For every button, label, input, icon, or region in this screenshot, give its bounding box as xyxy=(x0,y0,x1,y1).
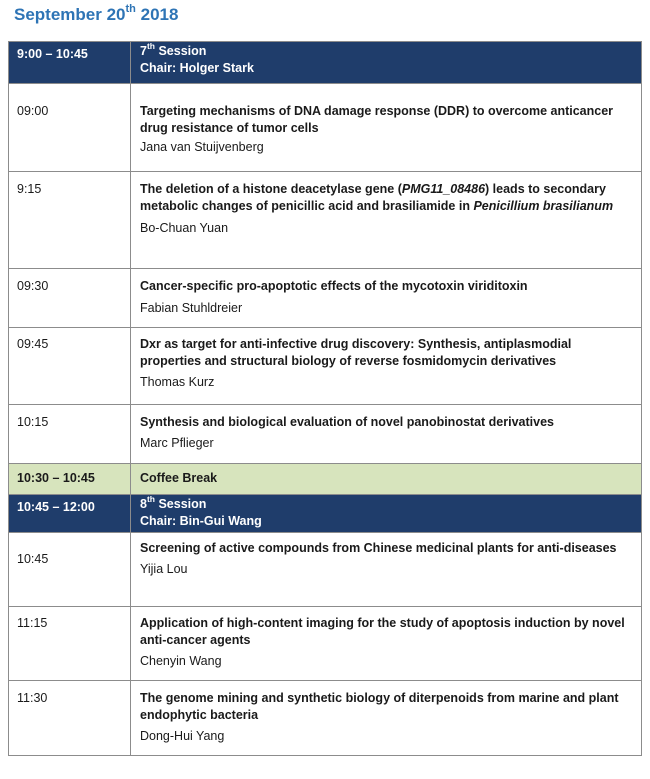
session-chair: Chair: Holger Stark xyxy=(140,61,254,75)
table-row xyxy=(9,533,642,607)
schedule-table xyxy=(8,41,642,756)
talk-time: 09:45 xyxy=(9,328,131,405)
table-row xyxy=(9,405,642,464)
talk-title: Cancer-specific pro-apoptotic effects of the mycotoxin viriditoxin xyxy=(140,279,528,293)
session-info xyxy=(131,495,642,533)
gene-name: PMG11_08486 xyxy=(401,182,486,196)
talk-speaker: Dong-Hui Yang xyxy=(140,729,225,743)
session-header-row xyxy=(9,495,642,533)
talk-time: 11:30 xyxy=(9,681,131,756)
session-label: 7th Session xyxy=(140,40,207,58)
session-time: 10:45 – 12:00 xyxy=(9,495,131,533)
title-superscript: th xyxy=(125,3,136,16)
session-label: 8th Session xyxy=(140,493,207,511)
table-row xyxy=(9,172,642,269)
talk-cell xyxy=(131,681,642,756)
talk-cell xyxy=(131,172,642,269)
talk-title: Screening of active compounds from Chinese medicinal plants for anti-diseases xyxy=(140,541,617,555)
talk-speaker: Jana van Stuijvenberg xyxy=(140,140,264,154)
table-row xyxy=(9,328,642,405)
break-label: Coffee Break xyxy=(131,464,642,495)
session-chair: Chair: Bin-Gui Wang xyxy=(140,514,262,528)
talk-title: The genome mining and synthetic biology of diterpenoids from marine and plant endophytic bacteria xyxy=(140,691,619,722)
talk-cell xyxy=(131,328,642,405)
talk-title: Targeting mechanisms of DNA damage response (DDR) to overcome anticancer drug resistance of tumor cells xyxy=(140,104,614,135)
talk-speaker: Yijia Lou xyxy=(140,562,188,576)
table-row xyxy=(9,681,642,756)
talk-title: Synthesis and biological evaluation of novel panobinostat derivatives xyxy=(140,415,554,429)
talk-speaker: Thomas Kurz xyxy=(140,375,215,389)
title-prefix: September 20 xyxy=(14,5,126,24)
talk-cell xyxy=(131,405,642,464)
session-header-row xyxy=(9,42,642,84)
title-suffix: 2018 xyxy=(135,5,179,24)
break-time: 10:30 – 10:45 xyxy=(9,464,131,495)
talk-cell xyxy=(131,84,642,172)
talk-cell xyxy=(131,269,642,328)
table-row xyxy=(9,269,642,328)
table-row xyxy=(9,84,642,172)
talk-time: 11:15 xyxy=(9,607,131,681)
talk-cell xyxy=(131,607,642,681)
talk-speaker: Fabian Stuhldreier xyxy=(140,301,243,315)
talk-cell xyxy=(131,533,642,607)
talk-title: The deletion of a histone deacetylase gene (PMG11_08486) leads to secondary metabolic changes of penicillic acid and brasiliamide in Penicillium brasilianum xyxy=(140,182,614,213)
species-name: Penicillium brasilianum xyxy=(473,199,614,213)
page-title xyxy=(14,4,178,26)
talk-time: 10:15 xyxy=(9,405,131,464)
talk-time: 10:45 xyxy=(9,533,131,607)
session-info xyxy=(131,42,642,84)
talk-speaker: Bo-Chuan Yuan xyxy=(140,221,229,235)
table-row xyxy=(9,607,642,681)
talk-time: 09:00 xyxy=(9,84,131,172)
talk-time: 09:30 xyxy=(9,269,131,328)
talk-title: Dxr as target for anti-infective drug discovery: Synthesis, antiplasmodial properties and structural biology of reverse fosmidomycin derivatives xyxy=(140,337,572,368)
talk-speaker: Chenyin Wang xyxy=(140,654,222,668)
talk-title: Application of high-content imaging for the study of apoptosis induction by novel anti-cancer agents xyxy=(140,616,625,647)
talk-speaker: Marc Pflieger xyxy=(140,436,214,450)
talk-time: 9:15 xyxy=(9,172,131,269)
coffee-break-row xyxy=(9,464,642,495)
session-time: 9:00 – 10:45 xyxy=(9,42,131,84)
